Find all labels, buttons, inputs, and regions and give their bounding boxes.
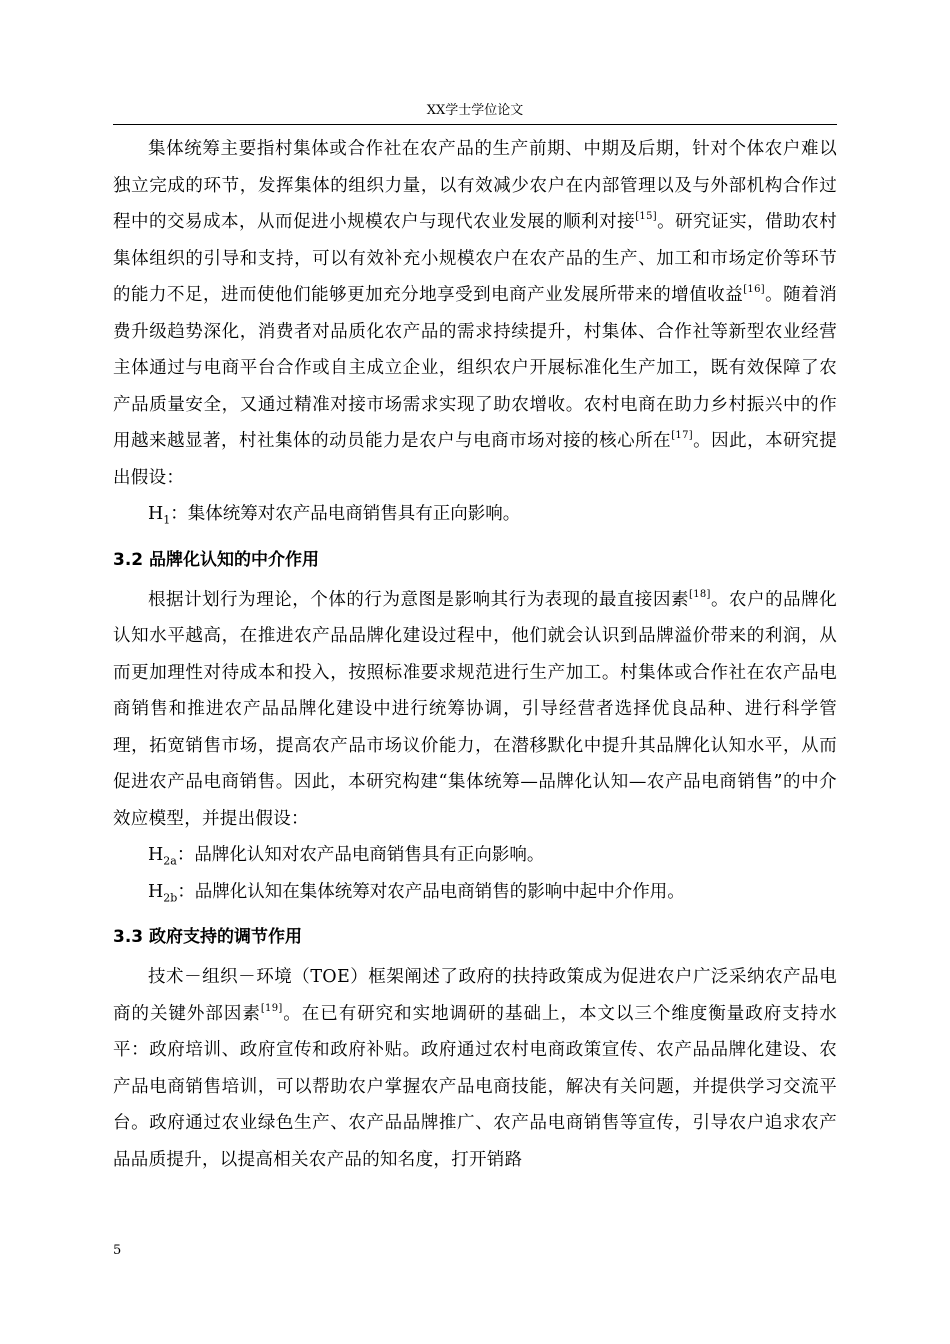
hypothesis-h2b [113,874,837,911]
hypothesis-subscript: 2a [163,854,177,868]
hypothesis-h2a [113,837,837,874]
paragraph-government-support [113,959,837,1178]
paragraph-collective-coordination [113,131,837,496]
text-span: 。农户的品牌化认知水平越高，在推进农产品品牌化建设过程中，他们就会认识到品牌溢价带来的利润，从而更加理性对待成本和投入，按照标准要求规范进行生产加工。村集体或合作社在农产品电商销售和推进农产品品牌化建设中进行统筹协调，引导经营者选择优良品种、进行科学管理，拓宽销售市场，提高农产品市场议价能力，在潜移默化中提升其品牌化认知水平，从而促进农产品电商销售。因此，本研究构建“集体统筹—品牌化认知—农产品电商销售”的中介效应模型，并提出假设： [113,589,838,829]
hypothesis-label: H [148,881,164,902]
hypothesis-label: H [148,845,164,865]
citation-19: [19] [260,1002,283,1014]
text-span: 。随着消费升级趋势深化，消费者对品质化农产品的需求持续提升，村集体、合作社等新型农业经营主体通过与电商平台合作或自主成立企业，组织农户开展标准化生产加工，既有效保障了农产品质量安全，又通过精准对接市场需求实现了助农增收。农村电商在助力乡村振兴中的作用越来越显著，村社集体的动员能力是农户与电商市场对接的核心所在 [113,285,837,451]
citation-16: [16] [743,284,765,296]
citation-18: [18] [689,588,711,600]
hypothesis-label: H [148,504,164,524]
text-span: 。因此，本研究提出假设： [113,431,837,488]
paragraph-brand-cognition [113,582,837,838]
hypothesis-text: ：品牌化认知在集体统筹对农产品电商销售的影响中起中介作用。 [177,881,685,902]
text-span: 技术－组织－环境（TOE）框架阐述了政府的扶持政策成为促进农户广泛采纳农产品电商的关键外部因素 [113,967,837,1024]
section-heading-3-3: 3.3 政府支持的调节作用 [113,927,303,947]
hypothesis-text: ：品牌化认知对农产品电商销售具有正向影响。 [176,845,545,865]
hypothesis-h1 [113,496,837,533]
text-span: 。在已有研究和实地调研的基础上，本文以三个维度衡量政府支持水平：政府培训、政府宣传和政府补贴。政府通过农村电商政策宣传、农产品品牌化建设、农产品电商销售培训，可以帮助农户掌握农产品电商技能，解决有关问题，并提供学习交流平台。政府通过农业绿色生产、农产品品牌推广、农产品电商销售等宣传，引导农户追求农产品品质提升，以提高相关农产品的知名度，打开销路 [113,1003,837,1170]
text-span: 。研究证实，借助农村集体组织的引导和支持，可以有效补充小规模农户在农产品的生产、加工和市场定价等环节的能力不足，进而使他们能够更加充分地享受到电商产业发展所带来的增值收益 [113,212,838,305]
hypothesis-subscript: 2b [163,891,178,904]
page-number: 5 [113,1243,122,1258]
body-text [113,131,837,1178]
hypothesis-text: ：集体统筹对农产品电商销售具有正向影响。 [170,504,521,524]
header-rule [113,124,837,125]
citation-15: [15] [635,211,657,223]
citation-17: [17] [671,430,693,442]
text-span: 根据计划行为理论，个体的行为意图是影响其行为表现的最直接因素 [148,589,690,610]
hypothesis-subscript: 1 [163,513,171,527]
text-span: 集体统筹主要指村集体或合作社在农产品的生产前期、中期及后期，针对个体农户难以独立完成的环节，发挥集体的组织力量，以有效减少农户在内部管理以及与外部机构合作过程中的交易成本，从而促进小规模农户与现代农业发展的顺利对接 [113,139,837,232]
section-heading-3-2: 3.2 品牌化认知的中介作用 [113,549,320,570]
running-header: XX学士学位论文 [426,103,524,118]
